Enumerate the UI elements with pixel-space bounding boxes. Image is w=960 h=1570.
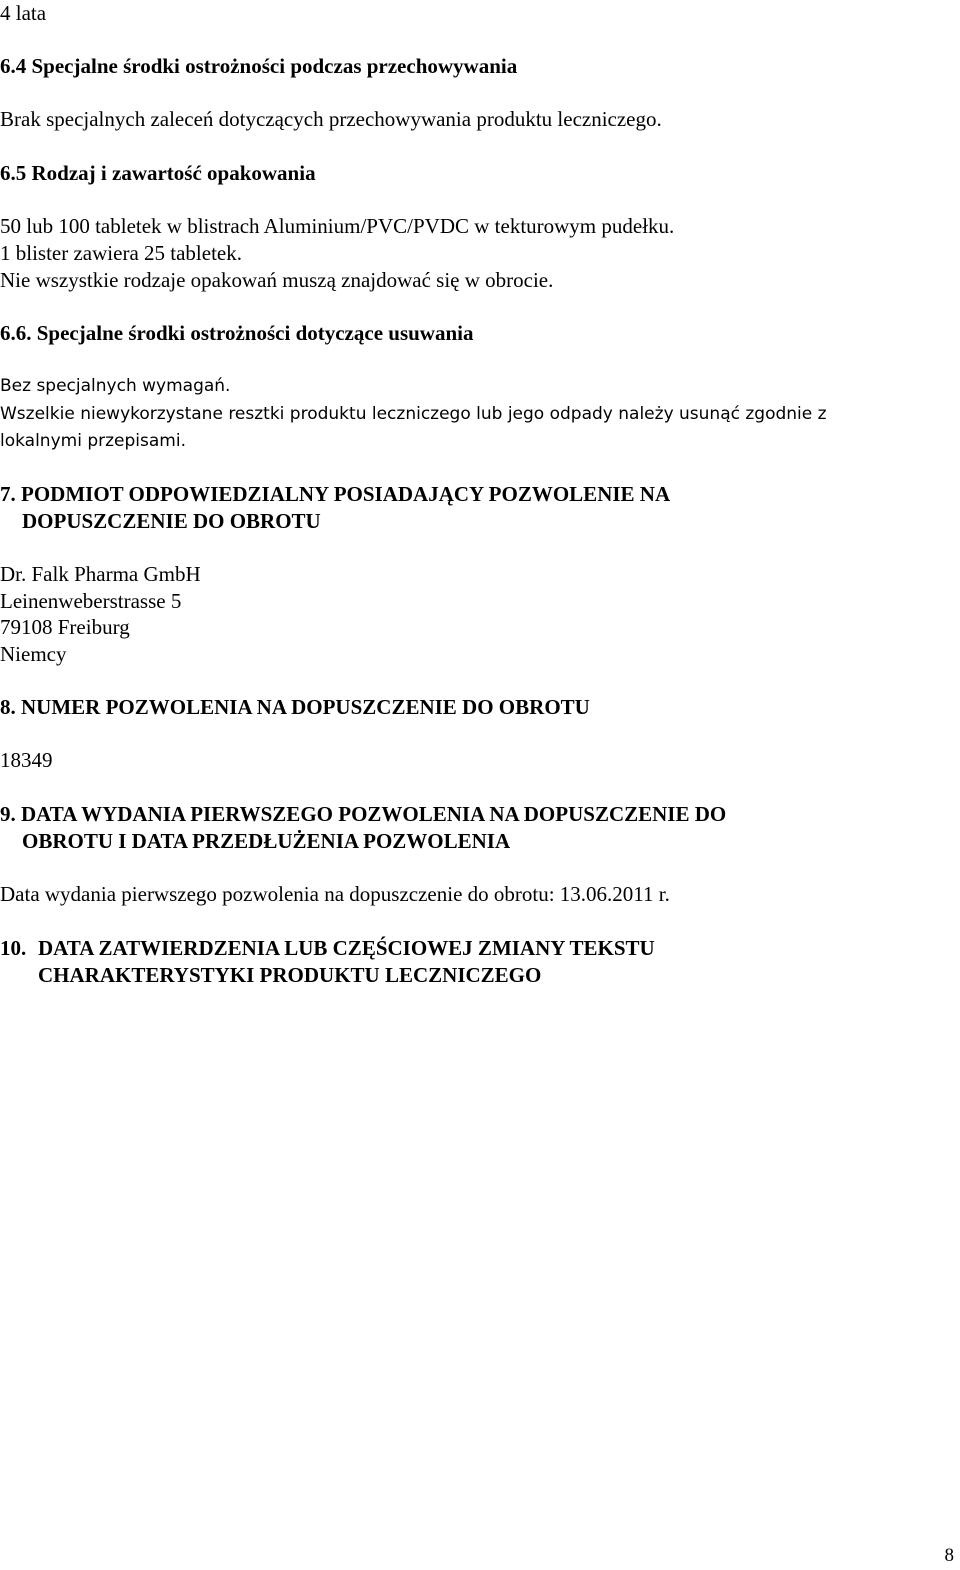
package-availability-text: Nie wszystkie rodzaje opakowań muszą znajdować się w obrocie. <box>0 268 554 292</box>
page-number: 8 <box>944 1545 954 1566</box>
authorization-number: 18349 <box>0 748 53 772</box>
section-6-5-heading: 6.5 Rodzaj i zawartość opakowania <box>0 161 316 185</box>
holder-street: Leinenweberstrasse 5 <box>0 589 182 613</box>
section-9-heading-cont: OBROTU I DATA PRZEDŁUŻENIA POZWOLENIA <box>22 829 511 853</box>
section-6-4-heading: 6.4 Specjalne środki ostrożności podczas przechowywania <box>0 54 518 78</box>
disposal-instructions-text: Wszelkie niewykorzystane resztki produktu leczniczego lub jego odpady należy usunąć zgodnie z <box>0 404 827 424</box>
package-contents-text: 50 lub 100 tabletek w blistrach Aluminium/PVC/PVDC w tekturowym pudełku. <box>0 214 675 238</box>
storage-conditions-text: Brak specjalnych zaleceń dotyczących przechowywania produktu leczniczego. <box>0 107 662 131</box>
first-authorization-date: Data wydania pierwszego pozwolenia na dopuszczenie do obrotu: 13.06.2011 r. <box>0 882 670 906</box>
holder-name: Dr. Falk Pharma GmbH <box>0 562 201 586</box>
disposal-instructions-text-cont: lokalnymi przepisami. <box>0 431 186 451</box>
holder-country: Niemcy <box>0 642 67 666</box>
section-9-heading: 9. DATA WYDANIA PIERWSZEGO POZWOLENIA NA DOPUSZCZENIE DO <box>0 802 727 826</box>
section-7-heading-cont: DOPUSZCZENIE DO OBROTU <box>22 509 321 533</box>
section-8-heading: 8. NUMER POZWOLENIA NA DOPUSZCZENIE DO OBROTU <box>0 695 590 719</box>
section-6-6-heading: 6.6. Specjalne środki ostrożności dotyczące usuwania <box>0 321 474 345</box>
blister-contents-text: 1 blister zawiera 25 tabletek. <box>0 241 242 265</box>
disposal-requirements-text: Bez specjalnych wymagań. <box>0 376 231 396</box>
section-10-heading: DATA ZATWIERDZENIA LUB CZĘŚCIOWEJ ZMIANY TEKSTU <box>38 936 655 960</box>
section-7-heading: 7. PODMIOT ODPOWIEDZIALNY POSIADAJĄCY POZWOLENIE NA <box>0 482 671 506</box>
storage-duration-text: 4 lata <box>0 1 47 25</box>
section-10-heading-cont: CHARAKTERYSTYKI PRODUKTU LECZNICZEGO <box>38 963 542 987</box>
holder-city: 79108 Freiburg <box>0 615 130 639</box>
section-10-number: 10. <box>0 936 27 960</box>
